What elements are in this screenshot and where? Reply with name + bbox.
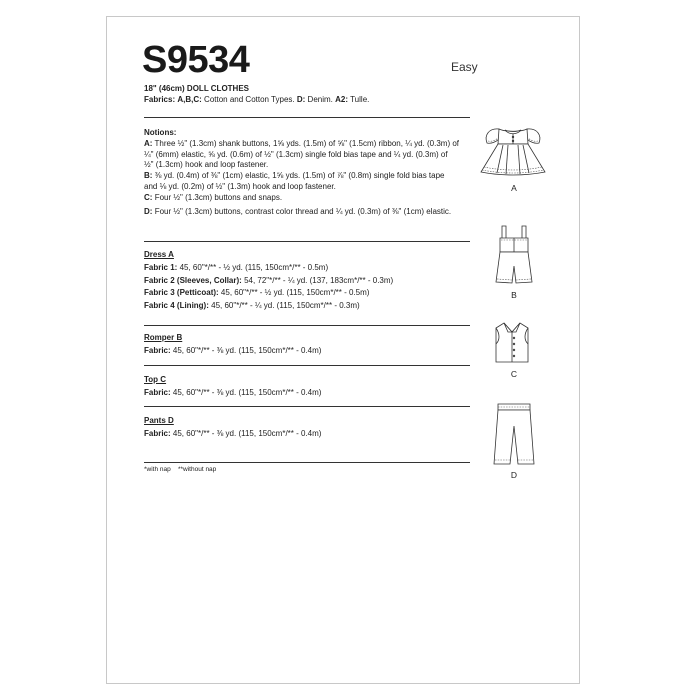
fabrics-abc-text: Cotton and Cotton Types. [204,94,295,104]
fabrics-abc-label: A,B,C: [177,94,202,104]
romper-b-title: Romper B [144,333,183,342]
fabrics-d-text: Denim. [307,94,333,104]
intro-section [144,84,474,106]
romper-b-section [144,333,474,357]
notions-title: Notions: [144,128,177,137]
romper-b-illustration [490,222,538,290]
top-c-illustration [488,318,536,366]
top-c-title: Top C [144,375,167,384]
notions-section [144,128,474,217]
figure-d-label: D [510,470,518,480]
dress-a-fabric-3-text: 45, 60"*/** - ½ yd. (115, 150cm*/** - 0.5m) [220,288,370,298]
notions-c-text: Four ½" (1.3cm) buttons and snaps. [154,192,283,202]
notions-b-line-2: and ⅛ yd. (0.2m) of ½" (1.3m) hook and loop fastener. [144,181,336,191]
divider [144,462,470,463]
dress-a-fabric-1-text: 45, 60"*/** - ½ yd. (115, 150cm*/** - 0.5m) [179,262,329,272]
fabrics-a2-label: A2: [335,94,349,104]
top-c-fabric [144,388,474,399]
dress-a-illustration [475,123,553,181]
pants-d-fabric-label: Fabric: [144,428,171,438]
fabrics-label: Fabrics: [144,94,176,104]
notions-b-line-1 [144,171,474,182]
pants-d-fabric-text: 45, 60"*/** - ⅜ yd. (115, 150cm*/** - 0.4m) [172,428,322,438]
dress-a-fabric-2 [144,276,474,287]
divider [144,325,470,326]
divider [144,241,470,242]
figure-a-label: A [511,183,517,193]
fabrics-line [144,95,474,106]
pants-d-title: Pants D [144,416,174,425]
dress-a-fabric-2-text: 54, 72"*/** - ¼ yd. (137, 183cm*/** - 0.3m) [244,275,394,285]
footnote-with-nap: *with nap [144,466,171,473]
dress-a-fabric-1 [144,263,474,274]
dress-a-section [144,250,474,312]
dress-a-fabric-4-label: Fabric 4 (Lining): [144,301,209,311]
fabrics-a2-text: Tulle. [350,94,370,104]
notions-a-text-1: Three ½" (1.3cm) shank buttons, 1⅝ yds. (1.5m) of ⅝" (1.5cm) ribbon, ¼ yd. (0.3m) of [154,138,459,148]
pants-d-section [144,416,474,440]
notions-a-line-2: ¼" (6mm) elastic, ⅝ yd. (0.6m) of ½" (1.3cm) single fold bias tape and ¼ yd. (0.3m) of [144,149,448,159]
notions-b-label: B: [144,171,153,181]
notions-c-label: C: [144,192,153,202]
top-c-fabric-text: 45, 60"*/** - ⅜ yd. (115, 150cm*/** - 0.4m) [172,387,322,397]
pants-d-illustration [490,400,538,468]
notions-a-label: A: [144,138,153,148]
romper-b-fabric-text: 45, 60"*/** - ⅜ yd. (115, 150cm*/** - 0.4m) [172,345,322,355]
size-line: 18" (46cm) DOLL CLOTHES [144,84,249,93]
romper-b-fabric-label: Fabric: [144,345,171,355]
notions-b-text-1: ⅜ yd. (0.4m) of ⅜" (1cm) elastic, 1⅝ yds. (1.5m) of ⅞" (0.8m) single fold bias tape [154,171,445,181]
pattern-number: S9534 [142,39,250,81]
footnote [144,465,474,476]
dress-a-fabric-4-text: 45, 60"*/** - ¼ yd. (115, 150cm*/** - 0.3m) [211,301,360,311]
pants-d-fabric [144,429,474,440]
divider [144,117,470,118]
dress-a-fabric-1-label: Fabric 1: [144,262,178,272]
notions-a-line-3: ½" (1.3cm) hook and loop fastener. [144,160,269,170]
romper-b-fabric [144,346,474,357]
dress-a-fabric-4 [144,301,474,312]
footnote-without-nap: **without nap [177,466,217,473]
divider [144,365,470,366]
top-c-fabric-label: Fabric: [144,387,171,397]
notions-d-label: D: [144,206,153,216]
dress-a-fabric-3 [144,288,474,299]
top-c-section [144,375,474,399]
dress-a-fabric-3-label: Fabric 3 (Petticoat): [144,288,219,298]
fabrics-d-label: D: [296,94,306,104]
divider [144,406,470,407]
figure-c-label: C [510,369,518,379]
dress-a-title: Dress A [144,250,174,259]
dress-a-fabric-2-label: Fabric 2 (Sleeves, Collar): [144,275,242,285]
difficulty-label: Easy [451,60,478,74]
figure-b-label: B [511,290,517,300]
notions-a-line-1 [144,139,474,150]
notions-c-line [144,193,474,204]
notions-d-text: Four ½" (1.3cm) buttons, contrast color thread and ¼ yd. (0.3m) of ⅜" (1cm) elastic. [154,206,452,216]
notions-d-line [144,207,474,218]
